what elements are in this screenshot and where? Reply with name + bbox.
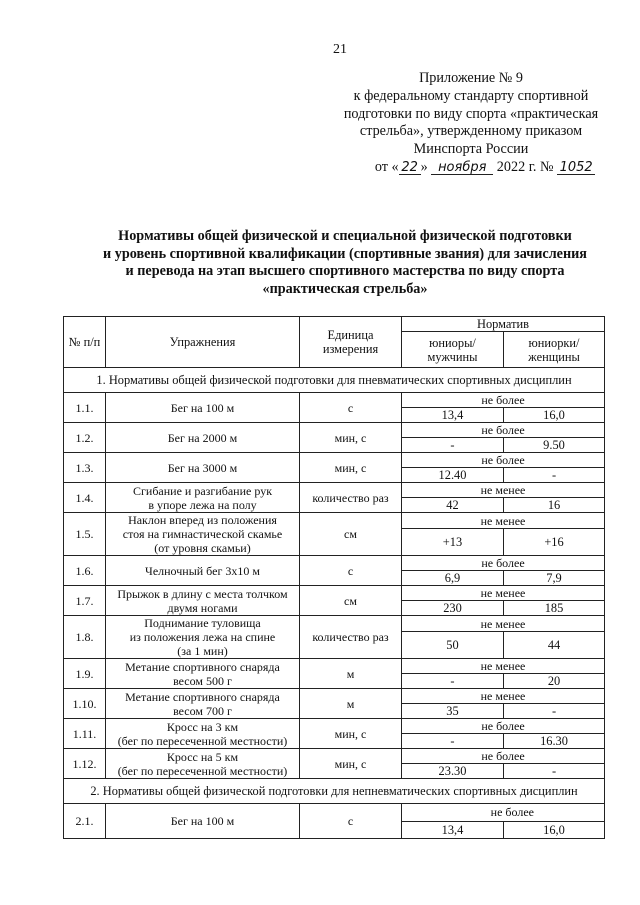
row-male-value: 13,4 <box>402 408 504 423</box>
row-unit: мин, с <box>300 719 402 749</box>
row-condition: не более <box>402 804 605 822</box>
row-condition: не более <box>402 423 605 438</box>
table-row <box>64 556 605 571</box>
appendix-line-5: Минспорта России <box>413 141 529 158</box>
date-quote-close: » <box>420 158 428 175</box>
row-female-value: - <box>504 704 605 719</box>
row-exercise <box>106 719 300 749</box>
row-male-value: 12.40 <box>402 468 504 483</box>
row-num: 1.2. <box>64 423 106 453</box>
row-female-value: - <box>504 764 605 779</box>
appendix-line-2: к федеральному стандарту спортивной <box>353 87 589 104</box>
row-unit: мин, с <box>300 423 402 453</box>
table-row <box>64 719 605 734</box>
row-exercise: Бег на 3000 м <box>106 453 300 483</box>
row-female-value: +16 <box>504 529 605 556</box>
row-male-value: - <box>402 734 504 749</box>
row-female-value: 44 <box>504 632 605 659</box>
row-male-value: 35 <box>402 704 504 719</box>
row-num: 1.4. <box>64 483 106 513</box>
row-female-value: 16.30 <box>504 734 605 749</box>
row-female-value: 16 <box>504 498 605 513</box>
row-exercise-line: двумя ногами <box>167 600 238 615</box>
row-unit: количество раз <box>300 483 402 513</box>
header-male: юниоры/ мужчины <box>402 332 504 368</box>
row-female-value: - <box>504 468 605 483</box>
title-line-1: Нормативы общей физической и специальной физической подготовки <box>118 228 572 244</box>
table-row <box>64 586 605 601</box>
page-number: 21 <box>333 42 347 57</box>
row-exercise-line: стоя на гимнастической скамье <box>122 527 283 541</box>
table-row <box>64 513 605 529</box>
row-num: 1.9. <box>64 659 106 689</box>
table-row <box>64 749 605 764</box>
header-exercise: Упражнения <box>106 317 300 368</box>
row-unit: см <box>300 513 402 556</box>
handwritten-month: ноября <box>431 161 493 175</box>
appendix-date-line <box>322 159 620 177</box>
row-male-value: 6,9 <box>402 571 504 586</box>
row-exercise <box>106 616 300 659</box>
row-exercise <box>106 586 300 616</box>
row-unit: м <box>300 689 402 719</box>
table-row <box>64 483 605 498</box>
row-condition: не более <box>402 749 605 764</box>
row-male-value: - <box>402 674 504 689</box>
row-condition: не менее <box>402 689 605 704</box>
table-row <box>64 423 605 438</box>
row-num: 2.1. <box>64 804 106 839</box>
row-num: 1.1. <box>64 393 106 423</box>
row-condition: не менее <box>402 659 605 674</box>
section-2-title: 2. Нормативы общей физической подготовки для непневматических спортивных дисциплин <box>64 779 605 804</box>
row-exercise <box>106 513 300 556</box>
table-row <box>64 453 605 468</box>
row-female-value: 16,0 <box>504 408 605 423</box>
row-exercise-line: Кросс на 3 км <box>166 719 239 734</box>
appendix-header <box>322 70 620 177</box>
row-exercise-line: Поднимание туловища <box>144 616 261 630</box>
row-female-value: 7,9 <box>504 571 605 586</box>
row-num: 1.12. <box>64 749 106 779</box>
row-unit: м <box>300 659 402 689</box>
row-male-value: 23.30 <box>402 764 504 779</box>
row-exercise-line: из положения лежа на спине <box>129 630 276 644</box>
title-line-2: и уровень спортивной квалификации (спортивные звания) для зачисления <box>103 245 587 262</box>
date-year: 2022 г. № <box>496 158 554 175</box>
row-num: 1.3. <box>64 453 106 483</box>
date-prefix: от « <box>374 158 399 175</box>
handwritten-order-number: 1052 <box>557 161 595 175</box>
title-line-4: «практическая стрельба» <box>262 280 428 297</box>
row-female-value: 20 <box>504 674 605 689</box>
row-exercise-line: Прыжок в длину с места толчком <box>117 586 288 601</box>
row-exercise: Бег на 100 м <box>106 804 300 839</box>
row-exercise-line: (от уровня скамьи) <box>154 541 251 555</box>
appendix-line-3: подготовки по виду спорта «практическая <box>343 105 599 122</box>
row-male-value: +13 <box>402 529 504 556</box>
row-condition: не более <box>402 393 605 408</box>
header-norm: Норматив <box>402 317 605 332</box>
row-exercise: Челночный бег 3x10 м <box>106 556 300 586</box>
row-num: 1.7. <box>64 586 106 616</box>
row-exercise-line: Метание спортивного снаряда <box>125 689 280 704</box>
row-num: 1.5. <box>64 513 106 556</box>
row-condition: не более <box>402 556 605 571</box>
row-unit: см <box>300 586 402 616</box>
row-male-value: 42 <box>402 498 504 513</box>
row-num: 1.10. <box>64 689 106 719</box>
row-condition: не менее <box>402 513 605 529</box>
table-row <box>64 804 605 822</box>
row-exercise <box>106 749 300 779</box>
title-line-3: и перевода на этап высшего спортивного мастерства по виду спорта <box>125 263 565 280</box>
row-male-value: 13,4 <box>402 821 504 839</box>
row-exercise-line: весом 700 г <box>173 703 232 718</box>
row-num: 1.6. <box>64 556 106 586</box>
table-row <box>64 659 605 674</box>
row-exercise-line: в упоре лежа на полу <box>148 497 257 512</box>
row-exercise <box>106 689 300 719</box>
row-exercise: Бег на 2000 м <box>106 423 300 453</box>
row-exercise-line: (бег по пересеченной местности) <box>117 733 288 748</box>
row-exercise-line: (бег по пересеченной местности) <box>117 763 288 778</box>
row-exercise-line: (за 1 мин) <box>177 644 228 658</box>
row-unit: количество раз <box>300 616 402 659</box>
table-row <box>64 616 605 632</box>
appendix-line-4: стрельба», утвержденному приказом <box>359 123 583 140</box>
row-condition: не менее <box>402 616 605 632</box>
row-unit: мин, с <box>300 749 402 779</box>
row-exercise <box>106 659 300 689</box>
row-female-value: 9.50 <box>504 438 605 453</box>
row-exercise-line: Сгибание и разгибание рук <box>132 483 273 498</box>
row-exercise-line: весом 500 г <box>173 673 232 688</box>
row-unit: с <box>300 804 402 839</box>
row-female-value: 16,0 <box>504 821 605 839</box>
row-condition: не более <box>402 719 605 734</box>
row-unit: с <box>300 556 402 586</box>
row-condition: не менее <box>402 586 605 601</box>
row-male-value: 230 <box>402 601 504 616</box>
header-unit: Единица измерения <box>300 317 402 368</box>
norms-table <box>63 316 605 839</box>
header-num: № п/п <box>64 317 106 368</box>
row-unit: мин, с <box>300 453 402 483</box>
row-condition: не менее <box>402 483 605 498</box>
handwritten-day: 22 <box>399 161 421 175</box>
row-unit: с <box>300 393 402 423</box>
row-condition: не более <box>402 453 605 468</box>
header-female: юниорки/ женщины <box>504 332 605 368</box>
row-num: 1.8. <box>64 616 106 659</box>
row-male-value: - <box>402 438 504 453</box>
row-male-value: 50 <box>402 632 504 659</box>
row-exercise-line: Наклон вперед из положения <box>128 513 277 527</box>
row-exercise-line: Кросс на 5 км <box>166 749 239 764</box>
table-row <box>64 689 605 704</box>
document-title <box>60 228 630 298</box>
section-1-title: 1. Нормативы общей физической подготовки для пневматических спортивных дисциплин <box>64 368 605 393</box>
row-female-value: 185 <box>504 601 605 616</box>
row-exercise <box>106 483 300 513</box>
table-row <box>64 393 605 408</box>
row-num: 1.11. <box>64 719 106 749</box>
row-exercise-line: Метание спортивного снаряда <box>125 659 280 674</box>
row-exercise: Бег на 100 м <box>106 393 300 423</box>
appendix-line-1: Приложение № 9 <box>419 70 523 86</box>
